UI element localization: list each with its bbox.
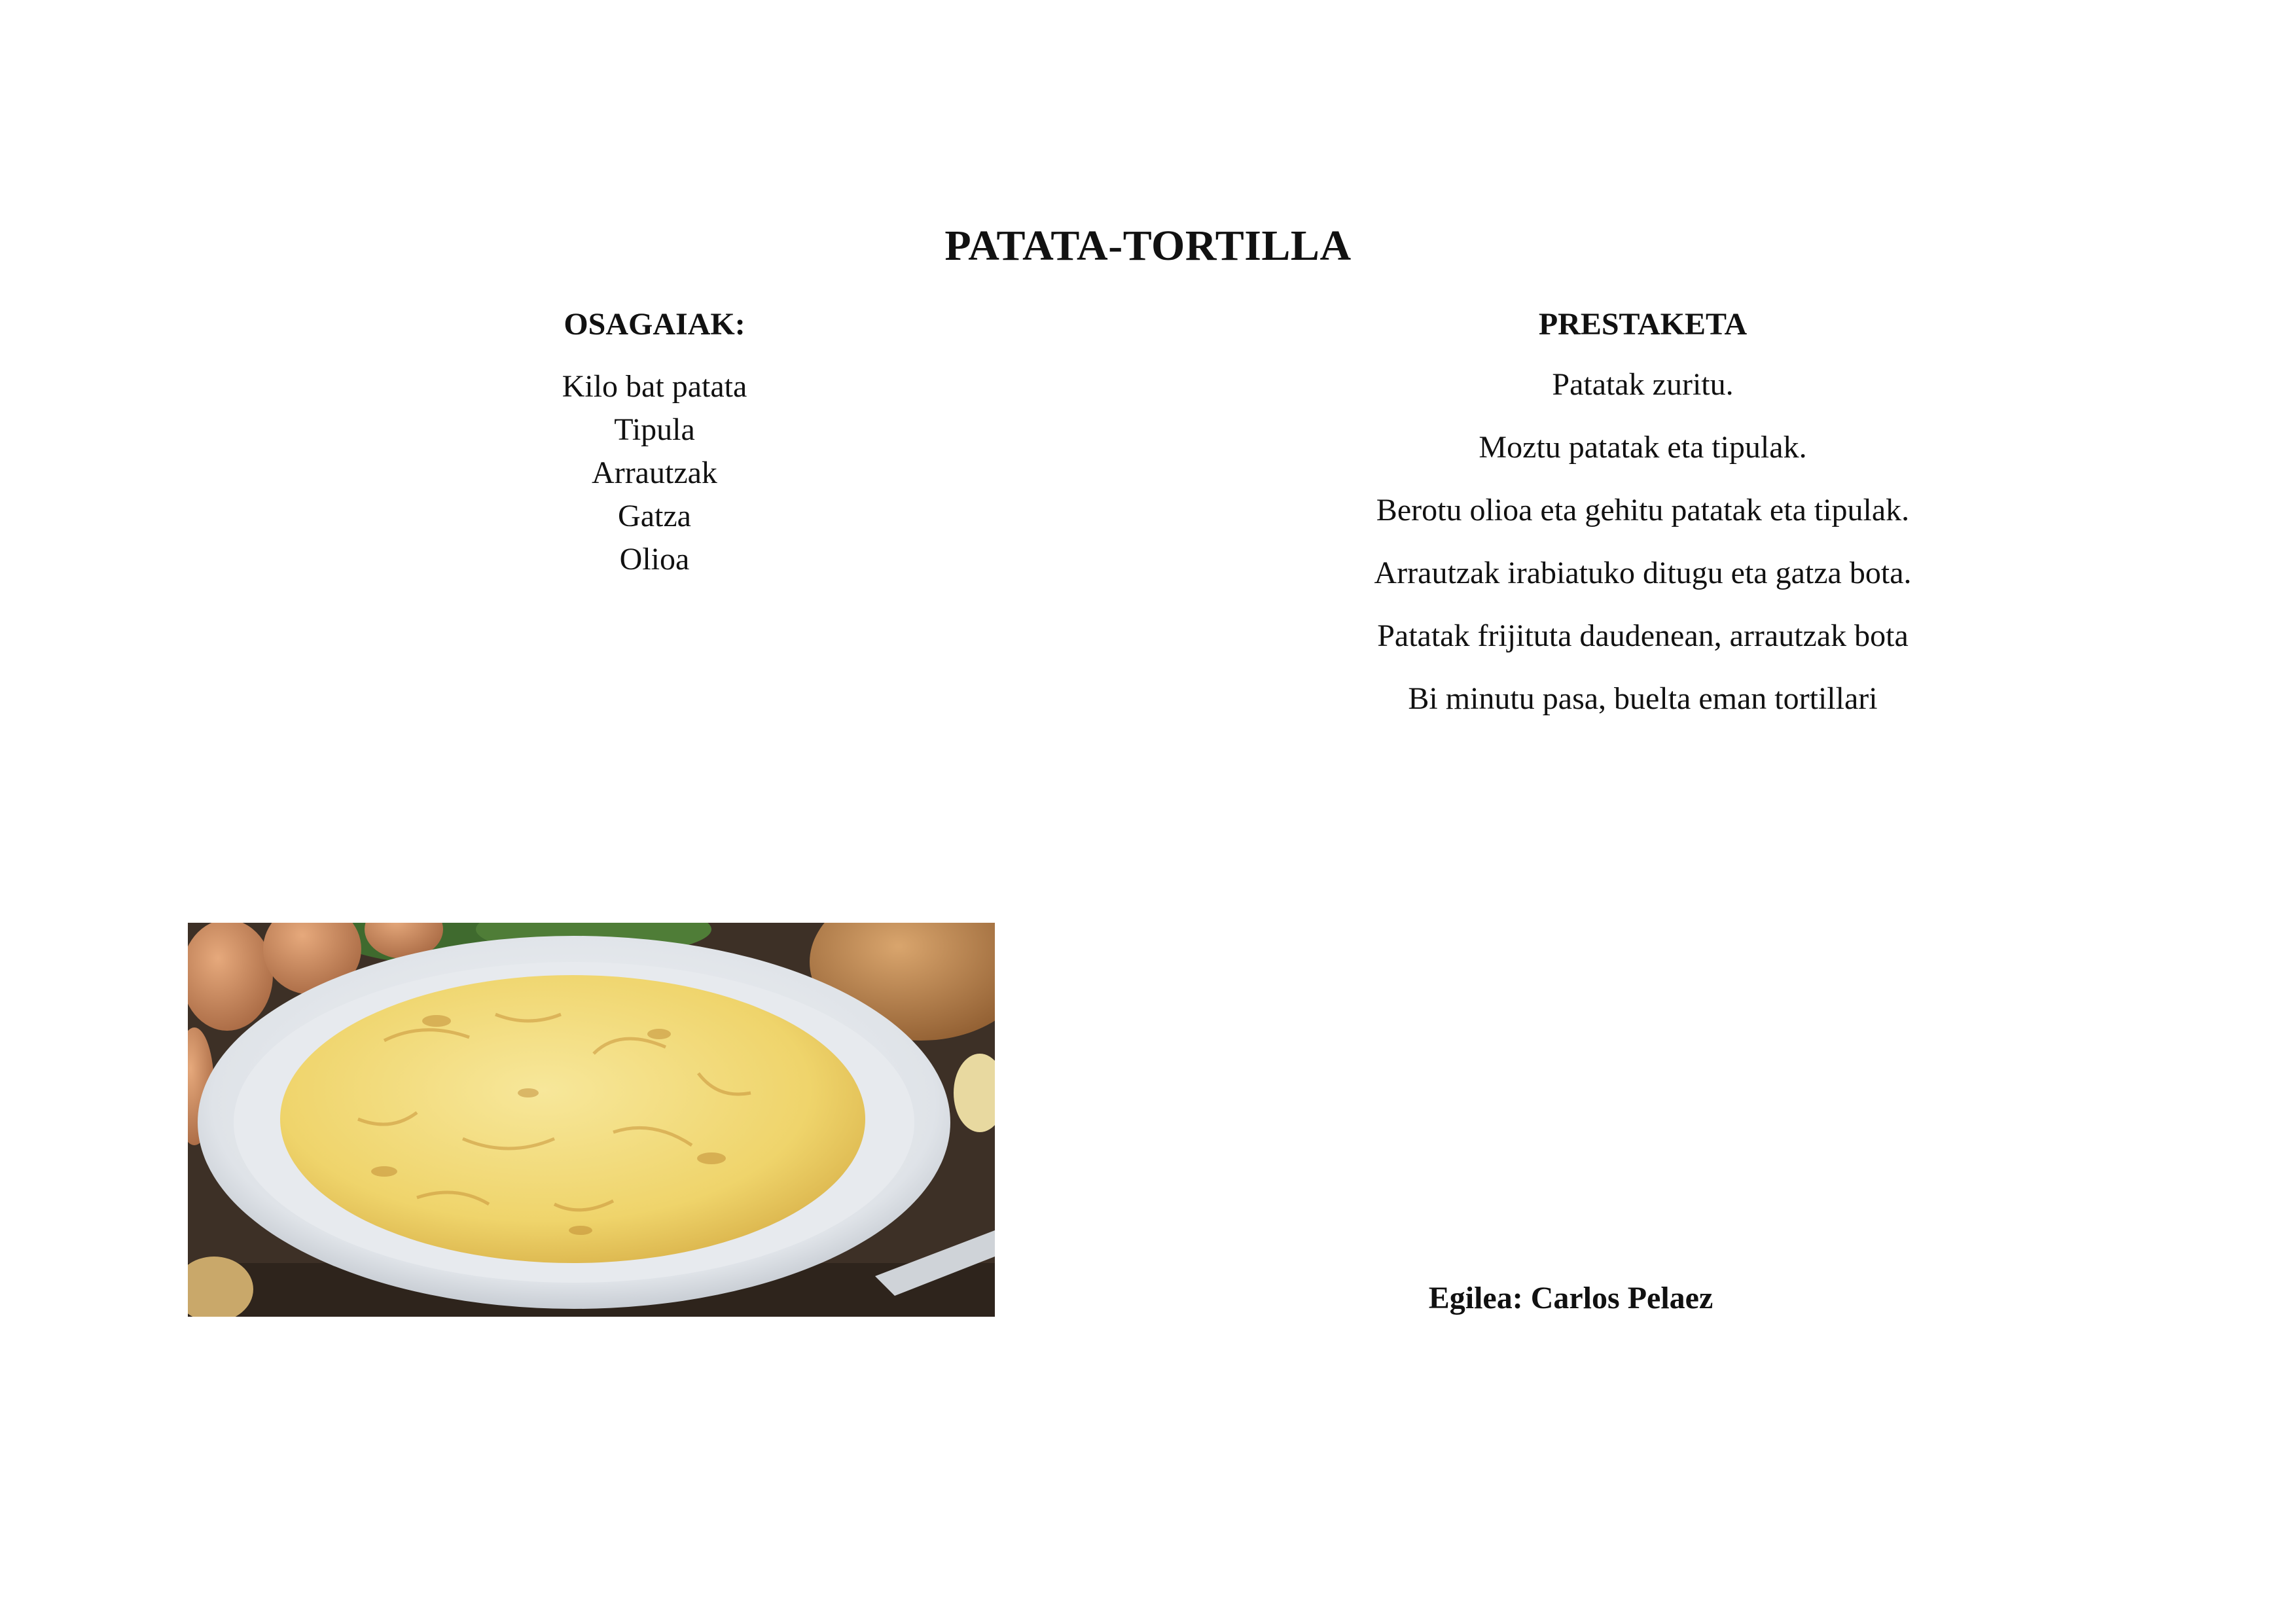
preparation-step: Berotu olioa eta gehitu patatak eta tipulak. bbox=[1376, 493, 1910, 527]
preparation-heading: PRESTAKETA bbox=[1538, 307, 1748, 342]
ingredient-item: Gatza bbox=[618, 499, 691, 533]
ingredient-item: Kilo bat patata bbox=[562, 369, 747, 404]
preparation-section bbox=[1263, 305, 2022, 742]
ingredients-heading: OSAGAIAK: bbox=[564, 307, 745, 342]
page-title: PATATA-TORTILLA bbox=[944, 222, 1352, 270]
preparation-step: Patatak frijituta daudenean, arrautzak bota bbox=[1377, 618, 1909, 653]
ingredient-item: Arrautzak bbox=[592, 455, 717, 490]
author-credit: Egilea: Carlos Pelaez bbox=[1428, 1281, 1713, 1315]
ingredients-list bbox=[393, 365, 916, 581]
ingredient-item: Olioa bbox=[619, 542, 690, 577]
ingredient-item: Tipula bbox=[614, 412, 695, 447]
ingredients-section bbox=[393, 305, 916, 581]
preparation-step: Arrautzak irabiatuko ditugu eta gatza bota. bbox=[1374, 556, 1912, 590]
preparation-step: Moztu patatak eta tipulak. bbox=[1479, 430, 1807, 465]
tortilla-photo bbox=[188, 923, 995, 1317]
preparation-steps bbox=[1263, 365, 2022, 719]
preparation-step: Patatak zuritu. bbox=[1552, 367, 1734, 402]
preparation-step: Bi minutu pasa, buelta eman tortillari bbox=[1408, 681, 1878, 716]
